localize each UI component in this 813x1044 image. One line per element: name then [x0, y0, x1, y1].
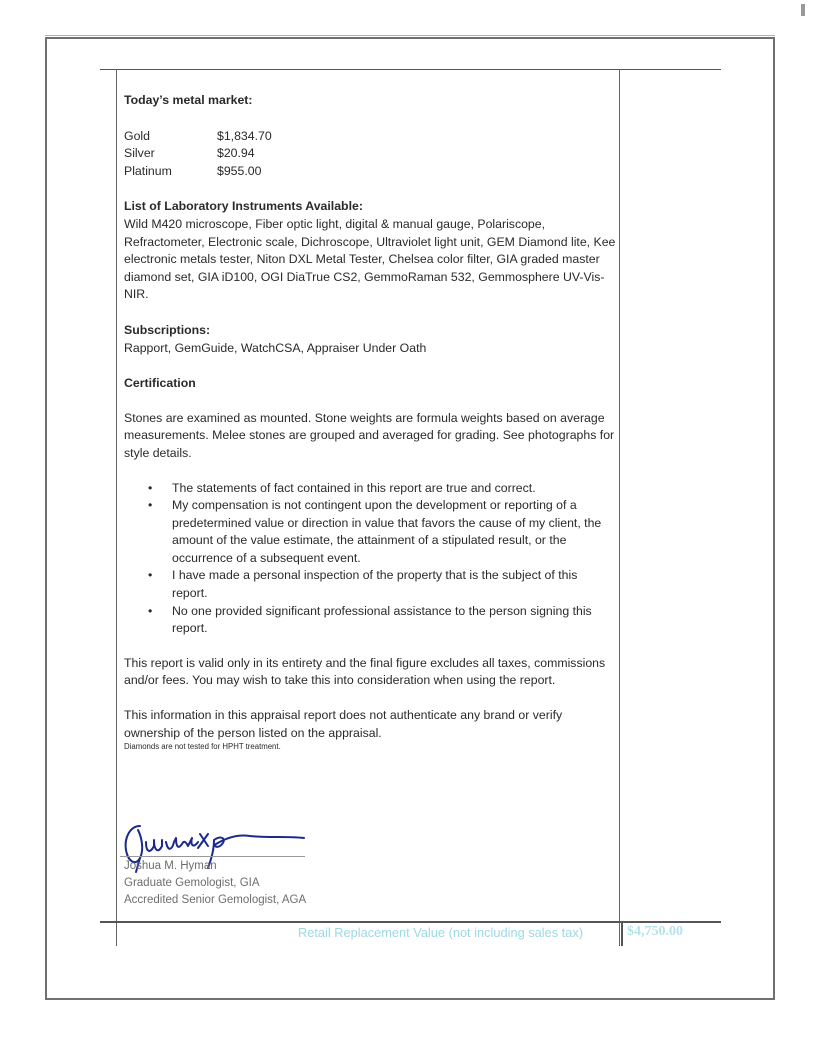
metal-market-heading: Today’s metal market:: [124, 93, 253, 107]
metal-name: Silver: [124, 146, 155, 161]
metal-price: $20.94: [217, 146, 255, 161]
subscriptions-list: Rapport, GemGuide, WatchCSA, Appraiser Under Oath: [124, 340, 427, 355]
metal-price: $1,834.70: [217, 128, 272, 143]
statement-item: [148, 603, 616, 638]
statement-text: No one provided significant professional assistance to the person signing this report.: [172, 603, 592, 636]
metal-row: [124, 163, 272, 181]
signer-title-aga: Accredited Senior Gemologist, AGA: [124, 894, 307, 906]
bullet-icon: •: [148, 498, 153, 513]
certification-statements: [124, 480, 616, 638]
statement-item: [148, 567, 616, 602]
top-rule: [100, 69, 721, 70]
signer-name: Joshua M. Hyman: [124, 860, 217, 872]
report-body: [124, 92, 616, 752]
metal-price: $955.00: [217, 163, 262, 178]
hpht-note: Diamonds are not tested for HPHT treatment.: [124, 742, 281, 752]
bullet-icon: •: [148, 568, 153, 583]
metal-price-table: [124, 128, 272, 181]
certification-heading: Certification: [124, 376, 196, 391]
left-column-line: [116, 69, 117, 946]
metal-name: Gold: [124, 128, 150, 143]
metal-row: [124, 145, 272, 163]
metal-row: [124, 128, 272, 146]
scan-speck: [801, 4, 805, 16]
statement-text: The statements of fact contained in this report are true and correct.: [172, 480, 536, 495]
price-divider: [621, 921, 623, 946]
bullet-icon: •: [148, 603, 153, 618]
retail-value-amount: $4,750.00: [627, 924, 683, 939]
certification-intro: Stones are examined as mounted. Stone weights are formula weights based on average measurements. Melee stones are grouped and averaged for grading. See photographs for style details.: [124, 410, 615, 460]
signer-block: [124, 858, 306, 909]
signature-line: [120, 856, 305, 857]
statement-item: [148, 480, 616, 498]
right-column-line: [619, 69, 620, 946]
statement-text: I have made a personal inspection of the property that is the subject of this report.: [172, 568, 578, 601]
retail-value-label: Retail Replacement Value (not including sales tax): [298, 925, 583, 940]
bullet-icon: •: [148, 480, 153, 495]
bottom-rule: [100, 921, 721, 923]
statement-text: My compensation is not contingent upon the development or reporting of a predetermined value or direction in value that favors the cause of my client, the amount of the value estimate, the attainment of a stipulated result, or the occurrence of a subsequent event.: [172, 498, 602, 565]
signer-title-gia: Graduate Gemologist, GIA: [124, 877, 260, 889]
instruments-list: Wild M420 microscope, Fiber optic light, digital & manual gauge, Polariscope, Refractometer, Electronic scale, Dichroscope, Ultraviolet light unit, GEM Diamond lite, Kee electronic metals tester, Niton DXL Metal Tester, Chelsea color filter, GIA graded master diamond set, GIA iD100, OGI DiaTrue CS2, GemmoRaman 532, Gemmosphere UV-Vis-NIR.: [124, 216, 616, 302]
authentication-statement: This information in this appraisal report does not authenticate any brand or verify ownership of the person listed on the appraisal.: [124, 708, 563, 740]
instruments-heading: List of Laboratory Instruments Available:: [124, 199, 363, 214]
metal-name: Platinum: [124, 163, 172, 178]
subscriptions-heading: Subscriptions:: [124, 322, 211, 337]
validity-statement: This report is valid only in its entirety and the final figure excludes all taxes, commissions and/or fees. You may wish to take this into consideration when using the report.: [124, 655, 606, 688]
statement-item: [148, 497, 616, 567]
frame-shadow: [45, 35, 775, 36]
